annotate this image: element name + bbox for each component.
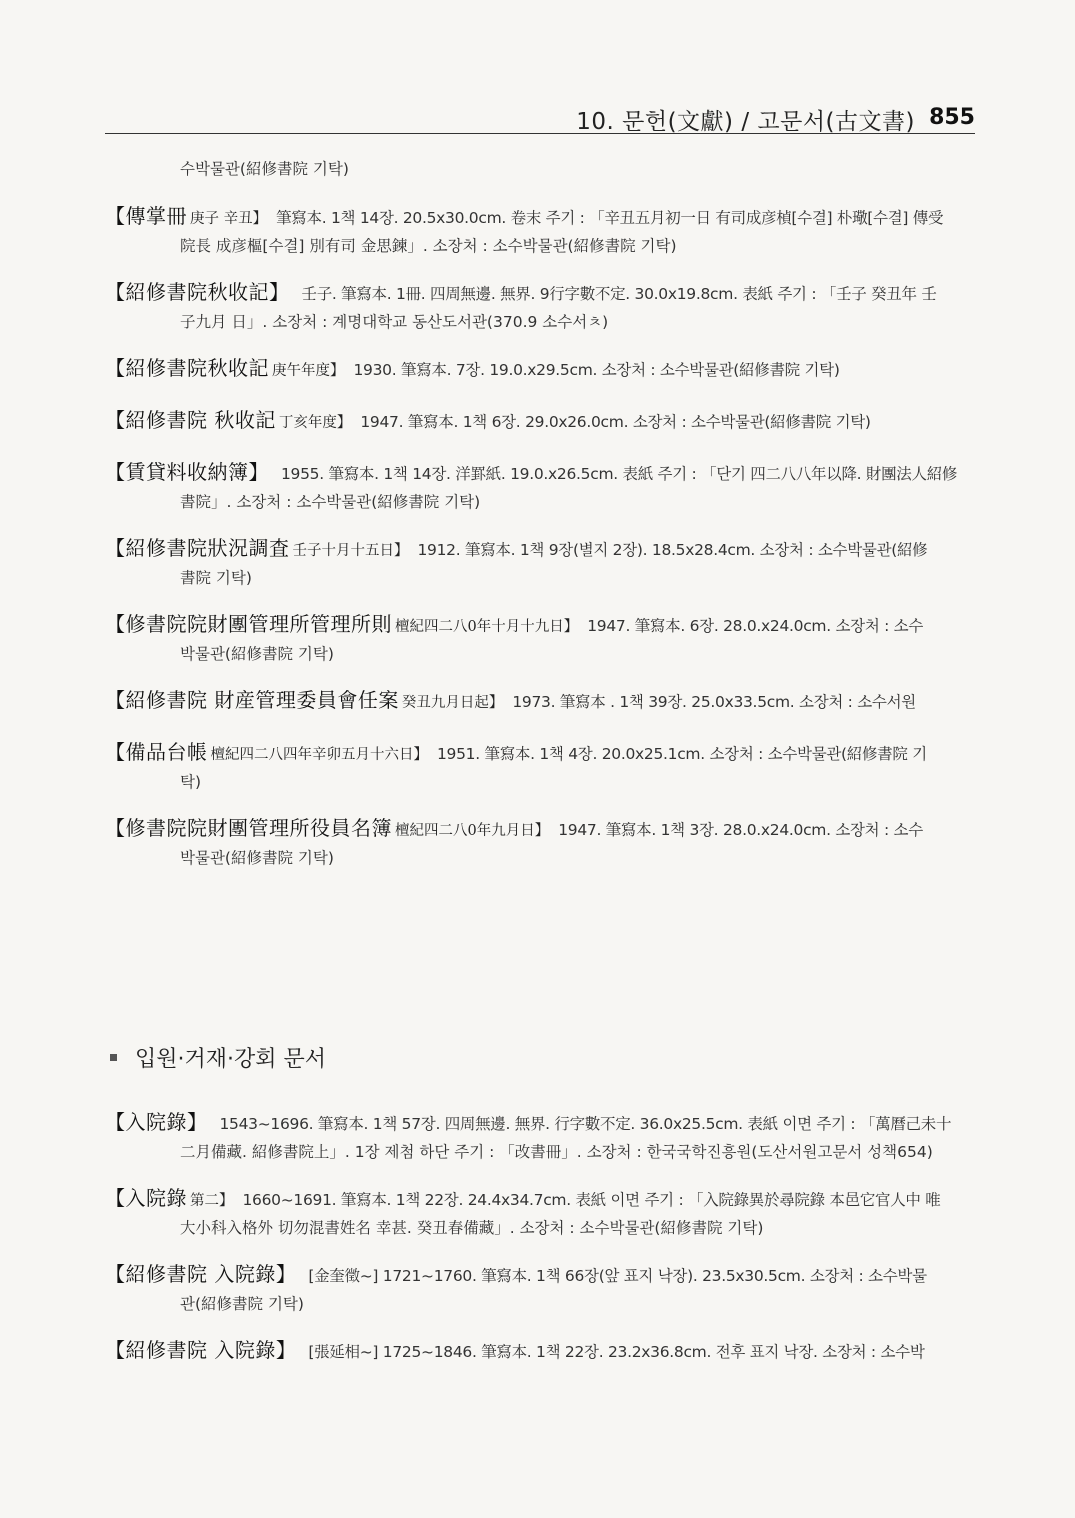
entry-title: 【傳掌冊 bbox=[105, 204, 187, 228]
entry-subtitle: 檀紀四二八0年十月十九日】 bbox=[395, 619, 579, 635]
entry-continuation: 書院 기탁) bbox=[180, 569, 252, 587]
entry-body: [金奎徵~] 1721~1760. 筆寫本. 1책 66장(앞 표지 낙장). 23.5x30.5cm. 소장처 : 소수박물 bbox=[308, 1267, 927, 1285]
entry-body: 1947. 筆寫本. 6장. 28.0.x24.0cm. 소장처 : 소수 bbox=[587, 617, 924, 635]
entry bbox=[105, 200, 967, 259]
entry-body: 1930. 筆寫本. 7장. 19.0.x29.5cm. 소장처 : 소수박물관(紹修書院 기탁) bbox=[353, 361, 840, 379]
entry-continuation: 院長 成彦樞[수결] 別有司 金思鍊」. 소장처 : 소수박물관(紹修書院 기탁) bbox=[180, 237, 677, 255]
entry bbox=[105, 276, 967, 335]
entry-body: 1951. 筆寫本. 1책 4장. 20.0x25.1cm. 소장처 : 소수박물관(紹修書院 기 bbox=[437, 745, 927, 763]
section-title: 입원·거재·강회 문서 bbox=[135, 1047, 326, 1072]
entry-body: 1912. 筆寫本. 1책 9장(별지 2장). 18.5x28.4cm. 소장처 : 소수박물관(紹修 bbox=[417, 541, 928, 559]
entry-body: [張延相~] 1725~1846. 筆寫本. 1책 22장. 23.2x36.8cm. 전후 표지 낙장. 소장처 : 소수박 bbox=[308, 1343, 925, 1361]
entry-subtitle: 檀紀四二八0年九月日】 bbox=[395, 823, 550, 839]
entry-title: 【修書院院財團管理所管理所則 bbox=[105, 612, 392, 636]
running-header bbox=[105, 103, 975, 134]
continuation-text: 수박물관(紹修書院 기탁) bbox=[180, 160, 349, 178]
entry bbox=[105, 812, 967, 871]
entry-title: 【紹修書院 入院錄】 bbox=[105, 1338, 297, 1362]
entry-subtitle: 第二】 bbox=[190, 1193, 234, 1209]
entry-continuation: 박물관(紹修書院 기탁) bbox=[180, 849, 334, 867]
entry bbox=[105, 1334, 967, 1369]
entry bbox=[105, 736, 967, 795]
entry-title: 【紹修書院秋收記 bbox=[105, 356, 269, 380]
entry-body: 壬子. 筆寫本. 1冊. 四周無邊. 無界. 9行字數不定. 30.0x19.8cm. 表紙 주기 : 「壬子 癸丑年 壬 bbox=[301, 285, 937, 303]
entry-subtitle: 丁亥年度】 bbox=[278, 415, 352, 431]
entry-title: 【入院錄】 bbox=[105, 1110, 208, 1134]
entry-continuation: 二月備藏. 紹修書院上」. 1장 제첨 하단 주기 : 「改書冊」. 소장처 : 한국국학진흥원(도산서원고문서 성책654) bbox=[180, 1143, 933, 1161]
entry bbox=[105, 608, 967, 667]
header-title: 10. 문헌(文獻) / 고문서(古文書) bbox=[576, 109, 915, 135]
section-heading bbox=[110, 1042, 326, 1073]
entry-continuation: 탁) bbox=[180, 773, 202, 791]
entry-list-2 bbox=[105, 1106, 967, 1386]
entry-continuation: 大小科入格外 切勿混書姓名 幸甚. 癸丑春備藏」. 소장처 : 소수박물관(紹修書院 기탁) bbox=[180, 1219, 764, 1237]
entry-title: 【賃貸料收納簿】 bbox=[105, 460, 269, 484]
entry-body: 1543~1696. 筆寫本. 1책 57장. 四周無邊. 無界. 行字數不定. 36.0x25.5cm. 表紙 이면 주기 : 「萬曆己未十 bbox=[219, 1115, 952, 1133]
entry-title: 【紹修書院 入院錄】 bbox=[105, 1262, 297, 1286]
entry-title: 【修書院院財團管理所役員名簿 bbox=[105, 816, 392, 840]
entry bbox=[105, 1258, 967, 1317]
entry-subtitle: 庚子 辛丑】 bbox=[190, 211, 268, 227]
entry-title: 【紹修書院 財産管理委員會任案 bbox=[105, 688, 399, 712]
entry-title: 【入院錄 bbox=[105, 1186, 187, 1210]
entry-list bbox=[105, 200, 967, 888]
entry bbox=[105, 404, 967, 439]
entry bbox=[105, 1106, 967, 1165]
entry-subtitle: 庚午年度】 bbox=[272, 363, 345, 379]
entry bbox=[105, 1182, 967, 1241]
entry-body: 1955. 筆寫本. 1책 14장. 洋罫紙. 19.0.x26.5cm. 表紙 주기 : 「단기 四二八八年以降. 財團法人紹修 bbox=[281, 465, 958, 483]
entry-continuation: 관(紹修書院 기탁) bbox=[180, 1295, 304, 1313]
entry-subtitle: 癸丑九月日起】 bbox=[401, 695, 504, 711]
entry-continuation: 박물관(紹修書院 기탁) bbox=[180, 645, 334, 663]
entry bbox=[105, 532, 967, 591]
entry-body: 1947. 筆寫本. 1책 3장. 28.0.x24.0cm. 소장처 : 소수 bbox=[558, 821, 923, 839]
entry-title: 【紹修書院狀況調査 bbox=[105, 536, 290, 560]
entry bbox=[105, 352, 967, 387]
entry-title: 【紹修書院 秋收記 bbox=[105, 408, 276, 432]
entry-body: 1660~1691. 筆寫本. 1책 22장. 24.4x34.7cm. 表紙 이면 주기 : 「入院錄異於尋院錄 本邑它官人中 唯 bbox=[242, 1191, 941, 1209]
entry bbox=[105, 684, 967, 719]
entry bbox=[105, 456, 967, 515]
page-number: 855 bbox=[929, 105, 975, 130]
entry-subtitle: 壬子十月十五日】 bbox=[292, 543, 409, 559]
entry-continuation: 子九月 日」. 소장처 : 계명대학교 동산도서관(370.9 소수서ㅊ) bbox=[180, 313, 609, 331]
entry-body: 1947. 筆寫本. 1책 6장. 29.0x26.0cm. 소장처 : 소수박물관(紹修書院 기탁) bbox=[360, 413, 871, 431]
entry-title: 【紹修書院秋收記】 bbox=[105, 280, 290, 304]
square-bullet-icon bbox=[110, 1054, 117, 1061]
entry-subtitle: 檀紀四二八四年辛卯五月十六日】 bbox=[210, 747, 428, 763]
entry-body: 1973. 筆寫本 . 1책 39장. 25.0x33.5cm. 소장처 : 소수서원 bbox=[512, 693, 916, 711]
entry-continuation: 書院」. 소장처 : 소수박물관(紹修書院 기탁) bbox=[180, 493, 481, 511]
entry-body: 筆寫本. 1책 14장. 20.5x30.0cm. 卷末 주기 : 「辛丑五月初一日 有司成彦楨[수결] 朴璥[수결] 傳受 bbox=[276, 209, 944, 227]
entry-title: 【備品台帳 bbox=[105, 740, 208, 764]
